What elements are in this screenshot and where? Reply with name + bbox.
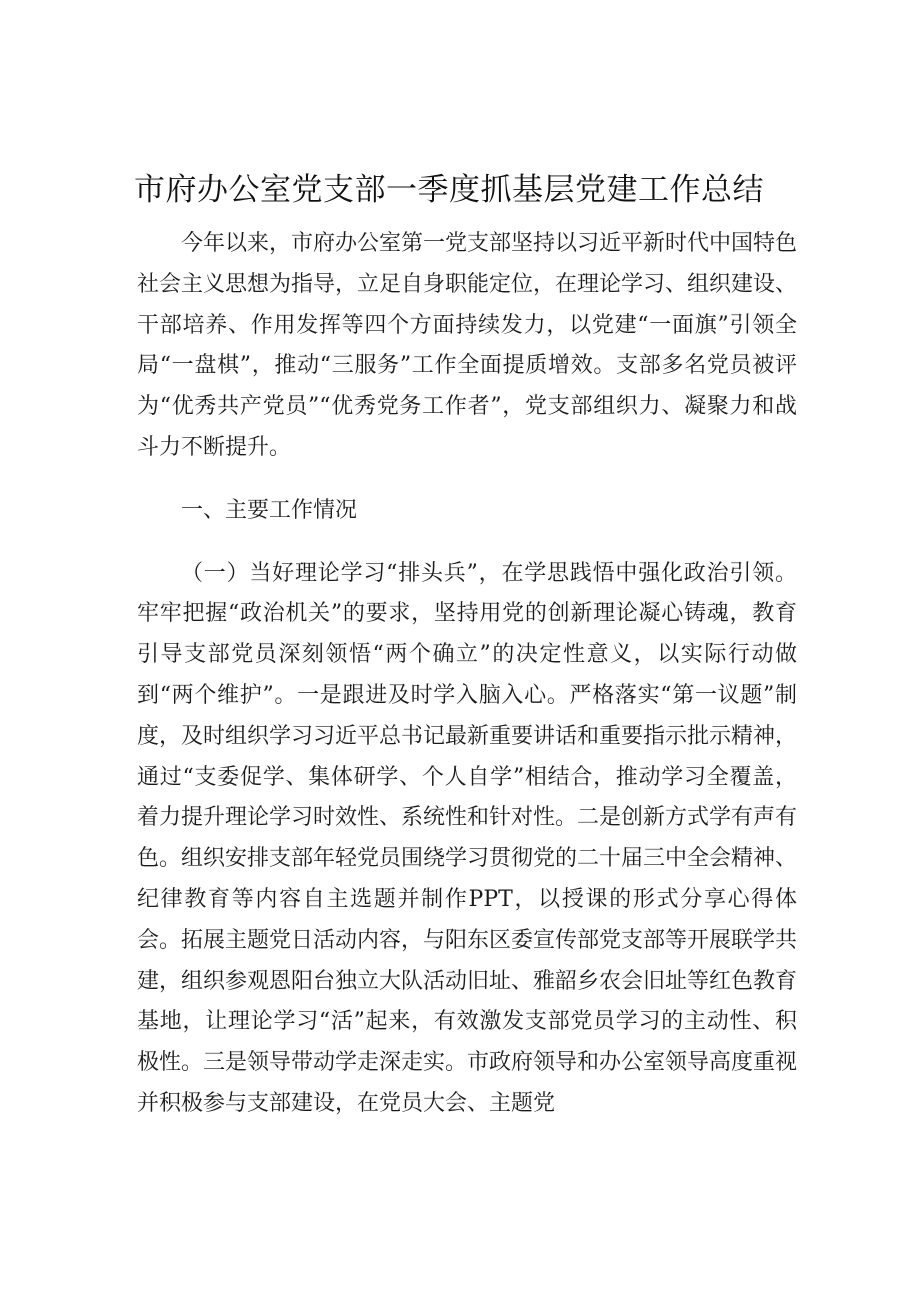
subsection-theory-study-paragraph: （一）当好理论学习“排头兵”，在学思践悟中强化政治引领。牢牢把握“政治机关”的要求，坚持用党的创新理论凝心铸魂，教育引导支部党员深刻领悟“两个确立”的决定性意义，以实际行动做到“两个维护”。一是跟进及时学入脑入心。严格落实“第一议题”制度，及时组织学习习近平总书记最新重要讲话和重要指示批示精神，通过“支委促学、集体研学、个人自学”相结合，推动学习全覆盖，着力提升理论学习时效性、系统性和针对性。二是创新方式学有声有色。组织安排支部年轻党员围绕学习贯彻党的二十届三中全会精神、纪律教育等内容自主选题并制作PPT，以授课的形式分享心得体会。拓展主题党日活动内容，与阳东区委宣传部党支部等开展联学共建，组织参观恩阳台独立大队活动旧址、雅韶乡农会旧址等红色教育基地，让理论学习“活”起来，有效激发支部党员学习的主动性、积极性。三是领导带动学走深走实。市政府领导和办公室领导高度重视并积极参与支部建设，在党员大会、主题党: [137, 560, 798, 1116]
document-title: 市府办公室党支部一季度抓基层党建工作总结: [134, 172, 764, 208]
section-heading-main-work: 一、主要工作情况: [181, 497, 358, 523]
intro-paragraph: 今年以来，市府办公室第一党支部坚持以习近平新时代中国特色社会主义思想为指导，立足自身职能定位，在理论学习、组织建设、干部培养、作用发挥等四个方面持续发力，以党建“一面旗”引领全局“一盘棋”，推动“三服务”工作全面提质增效。支部多名党员被评为“优秀共产党员”“优秀党务工作者”，党支部组织力、凝聚力和战斗力不断提升。: [137, 231, 798, 460]
document-body: [137, 224, 797, 1125]
